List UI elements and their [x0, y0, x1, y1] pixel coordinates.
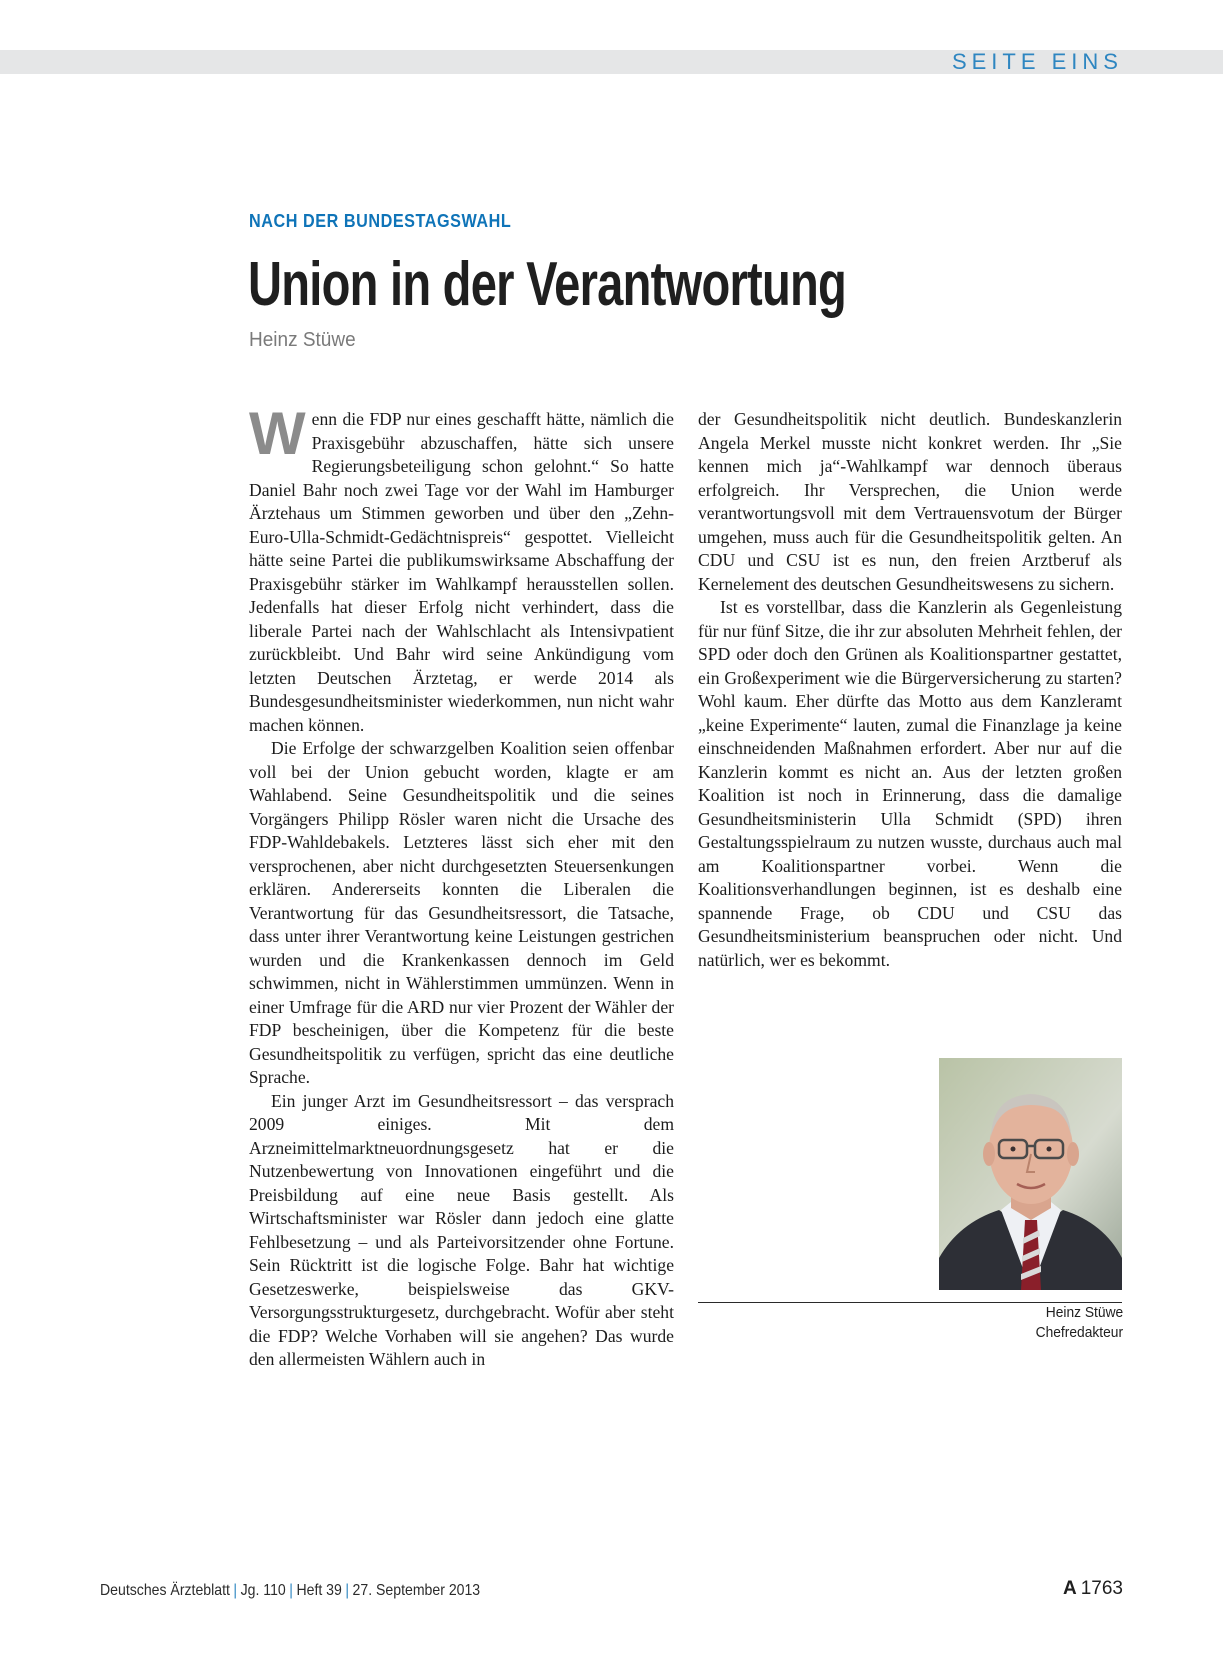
paragraph [249, 400, 674, 737]
article-kicker: NACH DER BUNDESTAGSWAHL [249, 211, 512, 231]
footer-volume: Jg. 110 [240, 1582, 286, 1599]
page-number-value: 1763 [1080, 1578, 1123, 1599]
page-number [1063, 1578, 1123, 1600]
footer-publication: Deutsches Ärzteblatt [100, 1582, 230, 1599]
footer-issue: Heft 39 [296, 1582, 342, 1599]
caption-name: Heinz Stüwe [1045, 1304, 1123, 1321]
page-prefix: A [1062, 1578, 1077, 1599]
paragraph: Ist es vorstellbar, dass die Kanzlerin als Gegenleistung für nur fünf Sitze, die ihr zur absoluten Mehrheit fehlen, der SPD oder doch den Grünen als Koalitionspartner gestattet, ein Großexperiment wie die Bürgerversicherung zu starten? Wohl kaum. Eher dürfte das Motto aus dem Kanzleramt „keine Experimente“ lauten, zumal die Finanzlage ja keine einschneidenden Maßnahmen erfordert. Aber nur auf die Kanzlerin kommt es nicht an. Aus der letzten großen Koalition ist noch in Erinnerung, dass die damalige Gesundheitsministerin Ulla Schmidt (SPD) ihren Gestaltungsspielraum zu nutzen wusste, durchaus auch mal am Koalitionspartner vorbei. Wenn die Koalitionsverhandlungen beginnen, ist es deshalb eine spannende Frage, ob CDU und CSU das Gesundheitsministerium beanspruchen oder nicht. Und natürlich, wer es bekommt. [698, 597, 1122, 970]
footer-separator: | [233, 1582, 238, 1599]
footer-date: 27. September 2013 [352, 1582, 481, 1599]
footer-citation [100, 1582, 480, 1600]
footer-separator: | [345, 1582, 350, 1599]
article-title: Union in der Verantwortung [248, 250, 847, 319]
text-column-right [698, 408, 1122, 972]
article-author: Heinz Stüwe [249, 329, 356, 351]
caption-rule [698, 1302, 1122, 1303]
footer-separator: | [289, 1582, 293, 1599]
caption-role: Chefredakteur [1035, 1324, 1123, 1341]
paragraph: der Gesundheitspolitik nicht deutlich. Bundeskanzlerin Angela Merkel musste nicht konkret werden. Ihr „Sie kennen mich ja“-Wahlkampf war dennoch überaus erfolgreich. Ihr Versprechen, die Union werde verantwortungsvoll mit dem Vertrauensvotum der Bürger umgehen, muss auch für die Gesundheitspolitik gelten. An CDU und CSU ist es nun, den freien Arztberuf als Kernelement des deutschen Gesundheitswesens zu sichern. [698, 409, 1122, 594]
paragraph-text: enn die FDP nur eines geschafft hätte, nämlich die Praxisgebühr abzuschaffen, hätte sich unsere Regierungsbeteiligung schon gelohnt.“ So hatte Daniel Bahr noch zwei Tage vor der Wahl im Hamburger Ärztehaus um Stimmen geworben und über den „Zehn-Euro-Ulla-Schmidt-Gedächtnispreis“ gespottet. Vielleicht hätte seine Partei die publikumswirksame Abschaffung der Praxisgebühr stärker im Wahlkampf herausstellen sollen. Jedenfalls hat dieser Erfolg nicht verhindert, dass die liberale Partei nach der Wahlschlacht als Intensivpatient zurückbleibt. Und Bahr wird seine Ankündigung vom letzten Deutschen Ärztetag, er werde 2014 als Bundesgesundheitsminister wiederkommen, nun nicht wahr machen können. [249, 409, 674, 735]
drop-cap: W [249, 400, 306, 467]
paragraph: Die Erfolge der schwarzgelben Koalition seien offenbar voll bei der Union gebucht worden, klagte er am Wahlabend. Seine Gesundheitspolitik und die seines Vorgängers Philipp Rösler waren nicht die Ursache des FDP-Wahldebakels. Letzteres lässt sich eher mit den versprochenen, aber nicht durchgesetzten Steuersenkungen erklären. Andererseits konnten die Liberalen die Verantwortung für das Gesundheitsressort, die Tatsache, dass unter ihrer Verantwortung keine Leistungen gestrichen wurden und die Krankenkassen dennoch im Geld schwimmen, nicht in Wählerstimmen ummünzen. Wenn in einer Umfrage für die ARD nur vier Prozent der Wähler der FDP bescheinigen, über die Kompetenz für die beste Gesundheitspolitik zu verfügen, spricht das eine deutliche Sprache. [249, 738, 674, 1087]
paragraph: Ein junger Arzt im Gesundheitsressort – das versprach 2009 einiges. Mit dem Arzneimittelmarktneuordnungsgesetz hat er die Nutzenbewertung von Innovationen eingeführt und die Preisbildung auf eine neue Basis gestellt. Als Wirtschaftsminister war Rösler dann jedoch eine glatte Fehlbesetzung – und als Parteivorsitzender ohne Fortune. Sein Rücktritt ist die logische Folge. Bahr hat wichtige Gesetzeswerke, beispielsweise das GKV-Versorgungsstrukturgesetz, durchgebracht. Wofür aber steht die FDP? Welche Vorhaben will sie angehen? Das wurde den allermeisten Wählern auch in [249, 1090, 674, 1369]
text-column-left [249, 400, 674, 1372]
section-label: SEITE EINS [951, 49, 1123, 74]
author-portrait [939, 1058, 1122, 1290]
